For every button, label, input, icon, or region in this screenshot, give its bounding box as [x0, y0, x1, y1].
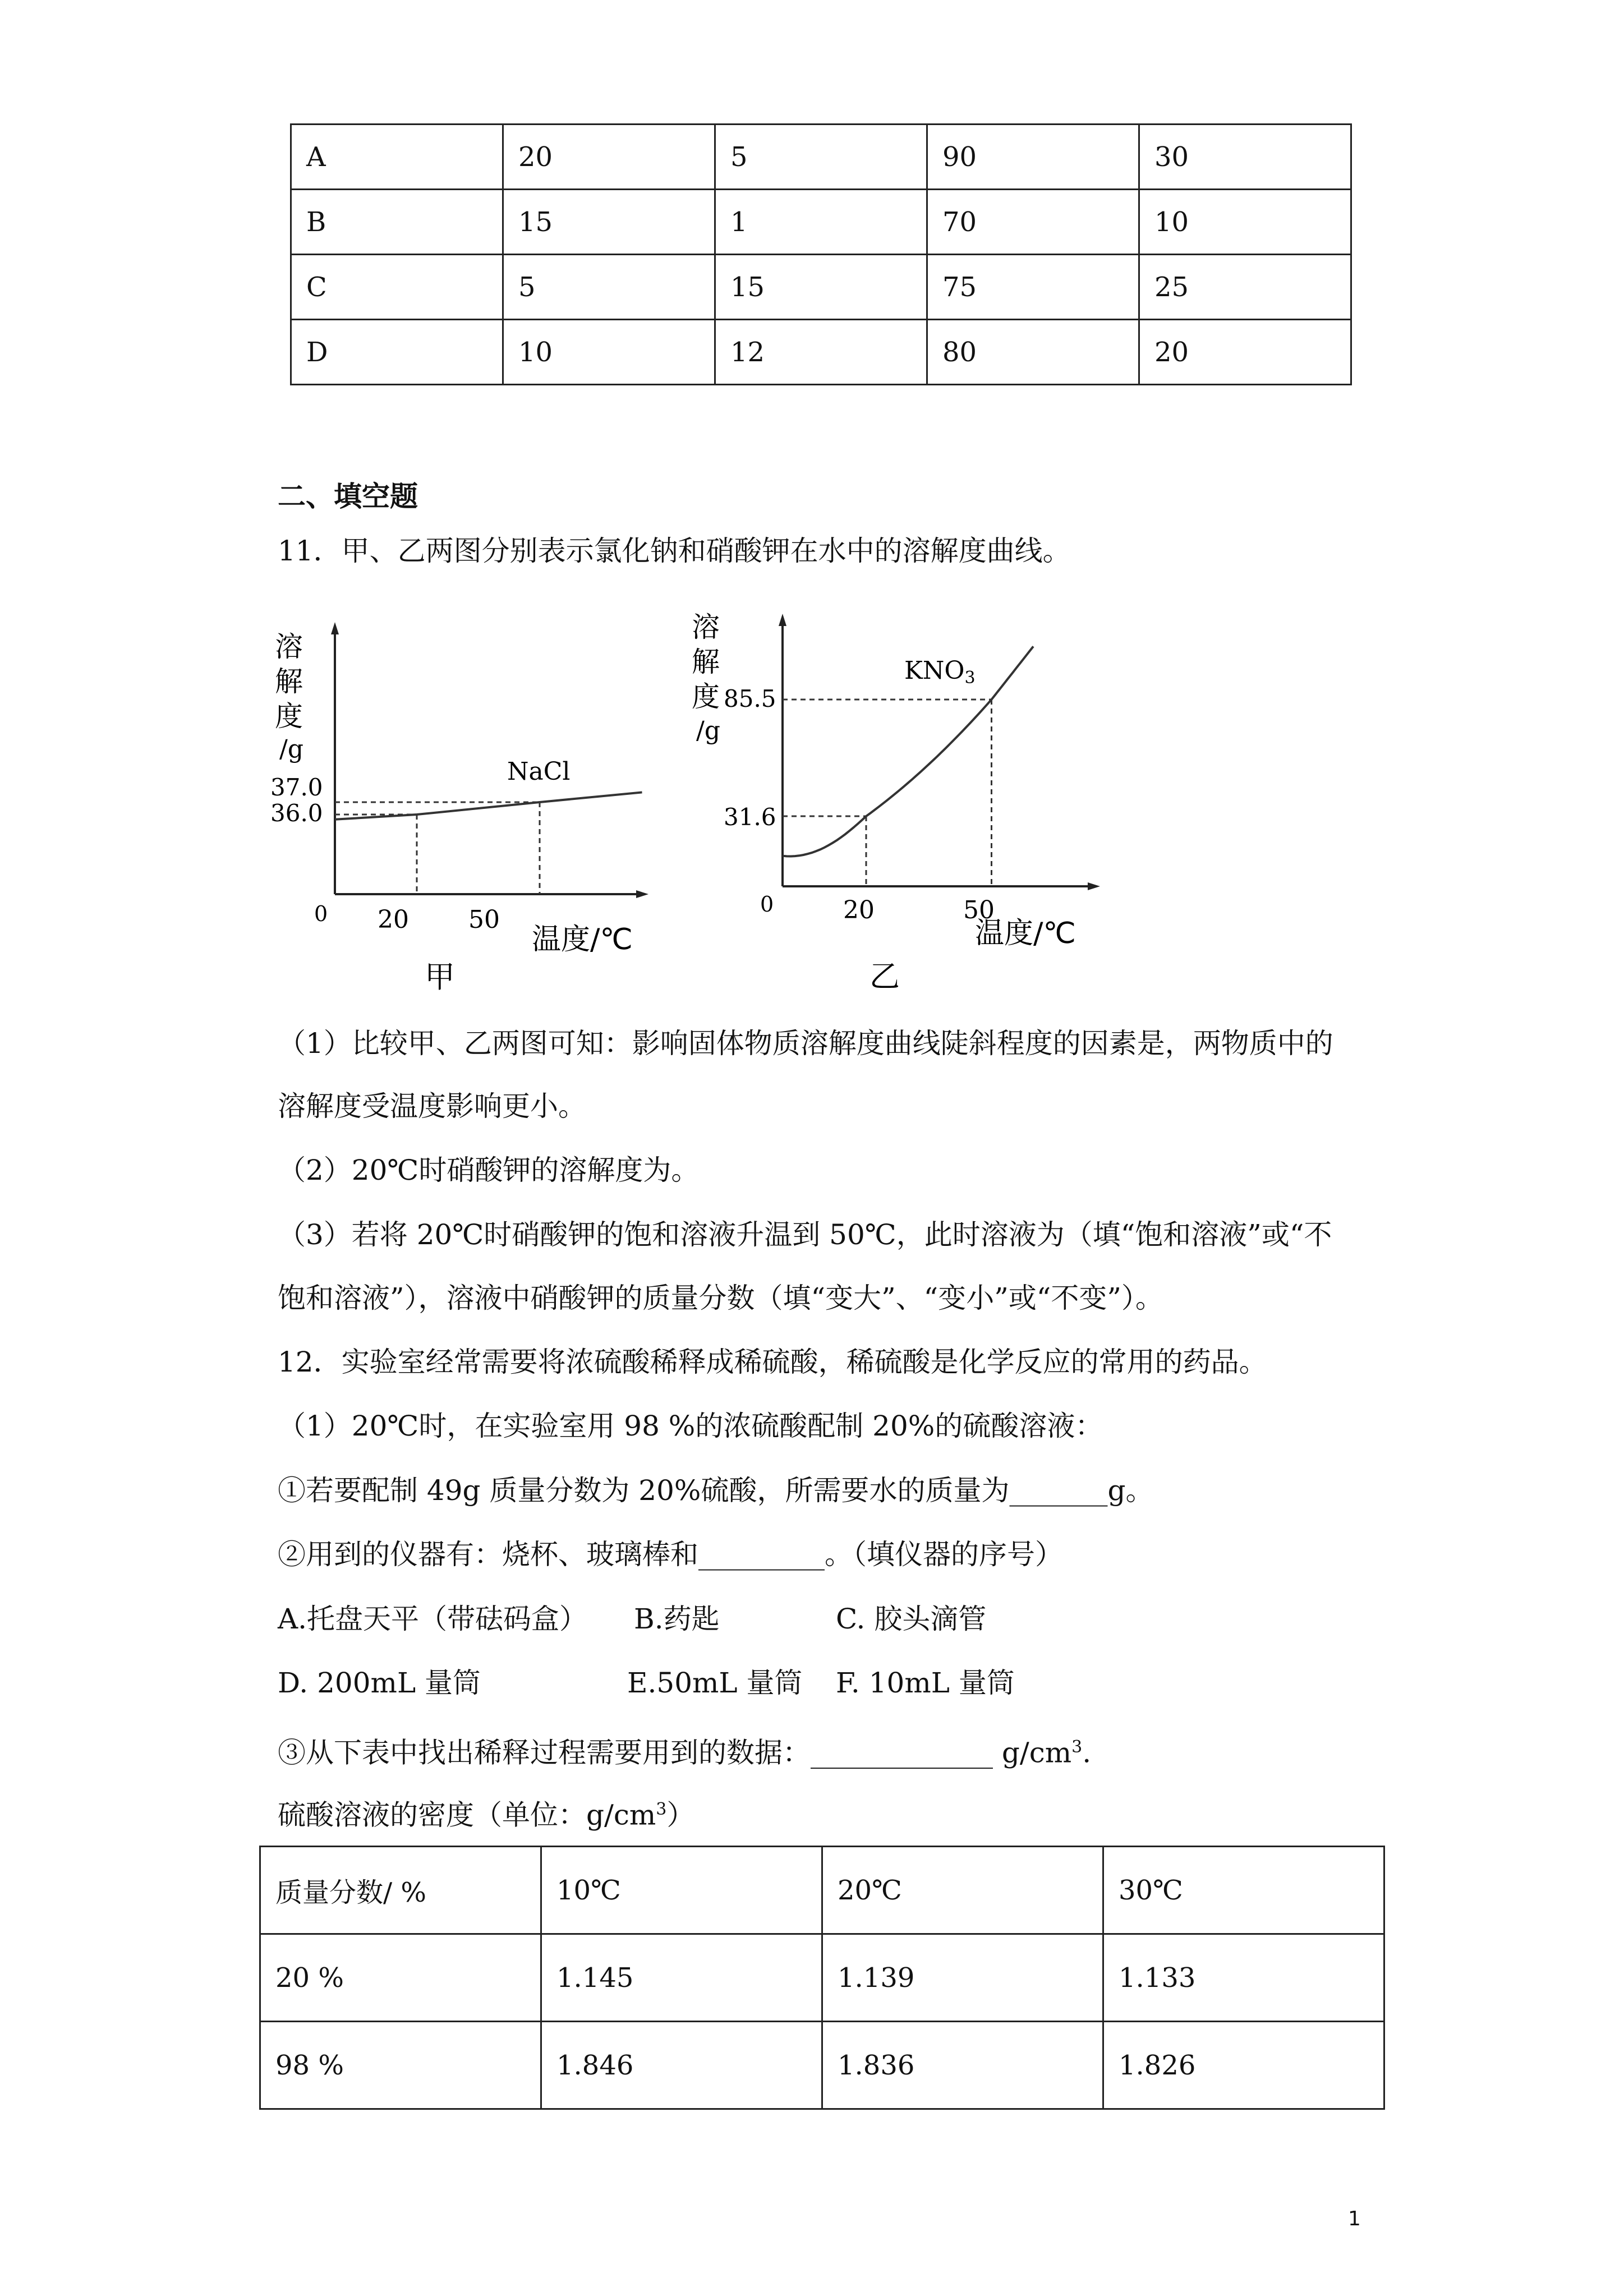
y-label-4: /g — [696, 716, 720, 745]
table-cell: 25 — [1139, 255, 1351, 320]
x-tick-20: 20 — [843, 896, 875, 924]
top-table — [290, 123, 1352, 385]
x-label: 温度/℃ — [532, 923, 633, 956]
y-tick-37: 37.0 — [270, 774, 323, 801]
page-number: 1 — [1348, 2207, 1361, 2230]
table-cell: 1 — [715, 190, 927, 255]
table-row — [291, 320, 1351, 385]
q12-sub2: ②用到的仪器有：烧杯、玻璃棒和_________。（填仪器的序号） — [278, 1538, 1063, 1571]
q11-part1b: 溶解度受温度影响更小。 — [278, 1090, 586, 1122]
table-cell: 20 % — [260, 1934, 541, 2022]
table-cell: 10℃ — [541, 1847, 822, 1934]
y-tick-36: 36.0 — [270, 799, 323, 827]
table-cell: 70 — [927, 190, 1139, 255]
q11-stem: 11．甲、乙两图分别表示氯化钠和硝酸钾在水中的溶解度曲线。 — [278, 535, 1071, 567]
table-row — [260, 1934, 1384, 2022]
table-cell: 20 — [503, 125, 715, 190]
y-label-1: 溶 — [692, 611, 720, 643]
section-title: 二、填空题 — [278, 480, 418, 513]
table-cell: 10 — [1139, 190, 1351, 255]
y-label-2: 解 — [275, 665, 303, 698]
kno3-solubility-chart — [676, 592, 1136, 1001]
table-cell: 1.846 — [541, 2022, 822, 2109]
y-tick-31-6: 31.6 — [724, 803, 776, 831]
origin-label: 0 — [314, 901, 328, 926]
option-c: C. 胶头滴管 — [836, 1603, 987, 1635]
density-table — [259, 1846, 1385, 2110]
option-d: D. 200mL 量筒 — [278, 1667, 481, 1699]
table-cell: 1.826 — [1103, 2022, 1384, 2109]
table-row — [291, 125, 1351, 190]
table-cell: A — [291, 125, 503, 190]
table-cell: 1.139 — [822, 1934, 1103, 2022]
kno3-label: KNO3 — [904, 656, 976, 688]
table-cell: 30℃ — [1103, 1847, 1384, 1934]
nacl-label: NaCl — [507, 757, 571, 786]
table-cell: 5 — [715, 125, 927, 190]
table-row — [291, 190, 1351, 255]
x-label: 温度/℃ — [975, 917, 1076, 950]
y-label-1: 溶 — [275, 631, 303, 663]
q11-part2: （2）20℃时硝酸钾的溶解度为。 — [278, 1154, 700, 1186]
table-cell: 1.836 — [822, 2022, 1103, 2109]
x-tick-50: 50 — [963, 896, 995, 924]
table-cell: 98 % — [260, 2022, 541, 2109]
table-row — [260, 2022, 1384, 2109]
table-row — [291, 255, 1351, 320]
series-line — [335, 792, 642, 819]
y-label-3: 度 — [692, 680, 720, 713]
table-cell: 5 — [503, 255, 715, 320]
q12-part1: （1）20℃时，在实验室用 98 %的浓硫酸配制 20%的硫酸溶液： — [278, 1410, 1103, 1442]
table-cell: 80 — [927, 320, 1139, 385]
table-cell: 75 — [927, 255, 1139, 320]
table-cell: 10 — [503, 320, 715, 385]
table-cell: D — [291, 320, 503, 385]
origin-label: 0 — [760, 892, 774, 917]
table-cell: 15 — [503, 190, 715, 255]
table-cell: 20℃ — [822, 1847, 1103, 1934]
table-cell: C — [291, 255, 503, 320]
table-cell: 30 — [1139, 125, 1351, 190]
y-label-2: 解 — [692, 646, 720, 678]
x-tick-50: 50 — [468, 905, 500, 934]
q11-part1a: （1）比较甲、乙两图可知：影响固体物质溶解度曲线陡斜程度的因素是，两物质中的 — [278, 1027, 1333, 1060]
chart-caption-yi: 乙 — [869, 959, 900, 994]
y-tick-85-5: 85.5 — [724, 685, 776, 712]
table-cell: B — [291, 190, 503, 255]
y-label-4: /g — [279, 735, 303, 763]
table-header-row — [260, 1847, 1384, 1934]
table-cell: 15 — [715, 255, 927, 320]
table-cell: 20 — [1139, 320, 1351, 385]
option-e: E.50mL 量筒 — [627, 1667, 803, 1699]
option-f: F. 10mL 量筒 — [836, 1667, 1015, 1699]
table-cell: 质量分数/ % — [260, 1847, 541, 1934]
density-table-caption: 硫酸溶液的密度（单位：$g/cm^3$） — [278, 1798, 695, 1832]
y-label-3: 度 — [275, 700, 303, 733]
q12-sub1: ①若要配制 49g 质量分数为 20%硫酸，所需要水的质量为_______g。 — [278, 1474, 1154, 1507]
option-a: A.托盘天平（带砝码盒） — [278, 1603, 588, 1635]
q11-part3b: 饱和溶液”），溶液中硝酸钾的质量分数（填“变大”、“变小”或“不变”）。 — [278, 1282, 1163, 1314]
table-cell: 90 — [927, 125, 1139, 190]
nacl-solubility-chart — [269, 595, 662, 999]
q11-part3a: （3）若将 20℃时硝酸钾的饱和溶液升温到 50℃，此时溶液为（填“饱和溶液”或“不 — [278, 1218, 1332, 1251]
option-b: B.药匙 — [634, 1603, 720, 1635]
table-cell: 1.145 — [541, 1934, 822, 2022]
table-cell: 1.133 — [1103, 1934, 1384, 2022]
table-cell: 12 — [715, 320, 927, 385]
x-tick-20: 20 — [378, 905, 409, 934]
chart-caption-jia: 甲 — [425, 959, 455, 995]
q12-sub3: ③从下表中找出稀释过程需要用到的数据：_____________ $g/cm^3$. — [278, 1736, 1092, 1769]
q12-stem: 12．实验室经常需要将浓硫酸稀释成稀硫酸，稀硫酸是化学反应的常用的药品。 — [278, 1346, 1267, 1378]
